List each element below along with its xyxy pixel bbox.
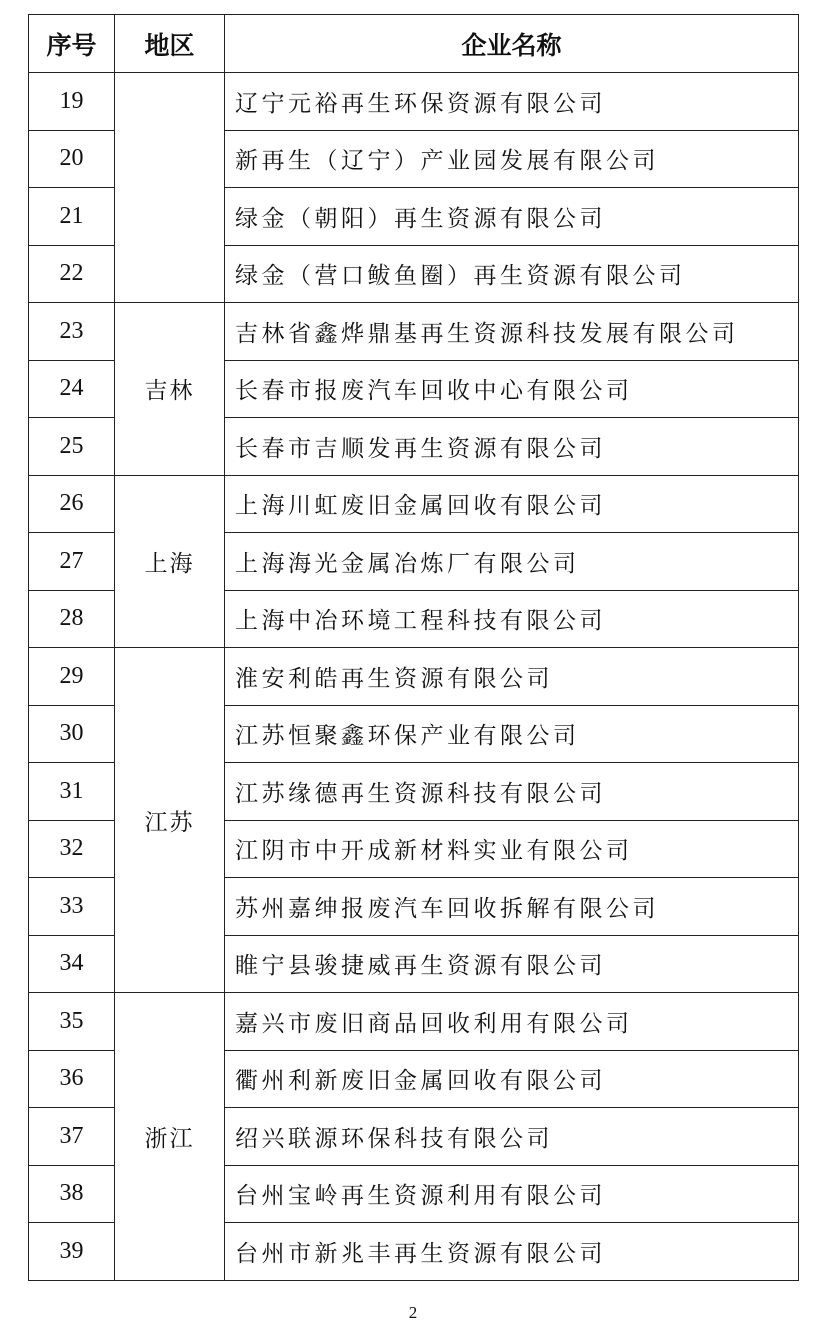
row-num: 39 (29, 1223, 115, 1281)
region-cell-liaoning (115, 73, 225, 303)
row-num: 27 (29, 533, 115, 591)
company-name: 台州宝岭再生资源利用有限公司 (225, 1165, 799, 1223)
row-num: 33 (29, 878, 115, 936)
company-name: 江阴市中开成新材料实业有限公司 (225, 820, 799, 878)
enterprise-table (28, 14, 799, 1281)
company-name: 江苏恒聚鑫环保产业有限公司 (225, 705, 799, 763)
row-num: 34 (29, 935, 115, 993)
header-num: 序号 (29, 15, 115, 73)
table-row (29, 993, 799, 1051)
row-num: 38 (29, 1165, 115, 1223)
company-name: 淮安利皓再生资源有限公司 (225, 648, 799, 706)
table-row (29, 303, 799, 361)
company-name: 长春市吉顺发再生资源有限公司 (225, 418, 799, 476)
region-cell-jiangsu: 江苏 (115, 648, 225, 993)
company-name: 绍兴联源环保科技有限公司 (225, 1108, 799, 1166)
region-cell-shanghai: 上海 (115, 475, 225, 648)
company-name: 台州市新兆丰再生资源有限公司 (225, 1223, 799, 1281)
page-number: 2 (408, 1303, 418, 1322)
table-row (29, 648, 799, 706)
company-name: 睢宁县骏捷威再生资源有限公司 (225, 935, 799, 993)
row-num: 19 (29, 73, 115, 131)
company-name: 衢州利新废旧金属回收有限公司 (225, 1050, 799, 1108)
company-name: 长春市报废汽车回收中心有限公司 (225, 360, 799, 418)
company-name: 江苏缘德再生资源科技有限公司 (225, 763, 799, 821)
row-num: 28 (29, 590, 115, 648)
company-name: 绿金（朝阳）再生资源有限公司 (225, 188, 799, 246)
header-name: 企业名称 (225, 15, 799, 73)
row-num: 35 (29, 993, 115, 1051)
company-name: 嘉兴市废旧商品回收利用有限公司 (225, 993, 799, 1051)
company-name: 上海海光金属冶炼厂有限公司 (225, 533, 799, 591)
company-name: 辽宁元裕再生环保资源有限公司 (225, 73, 799, 131)
company-name: 上海中冶环境工程科技有限公司 (225, 590, 799, 648)
row-num: 37 (29, 1108, 115, 1166)
row-num: 23 (29, 303, 115, 361)
row-num: 25 (29, 418, 115, 476)
company-name: 绿金（营口鲅鱼圈）再生资源有限公司 (225, 245, 799, 303)
region-cell-jilin: 吉林 (115, 303, 225, 476)
header-region: 地区 (115, 15, 225, 73)
table-row (29, 475, 799, 533)
company-name: 上海川虹废旧金属回收有限公司 (225, 475, 799, 533)
row-num: 21 (29, 188, 115, 246)
row-num: 30 (29, 705, 115, 763)
row-num: 26 (29, 475, 115, 533)
company-name: 新再生（辽宁）产业园发展有限公司 (225, 130, 799, 188)
table-header-row (29, 15, 799, 73)
row-num: 24 (29, 360, 115, 418)
row-num: 36 (29, 1050, 115, 1108)
company-name: 苏州嘉绅报废汽车回收拆解有限公司 (225, 878, 799, 936)
row-num: 29 (29, 648, 115, 706)
row-num: 31 (29, 763, 115, 821)
row-num: 20 (29, 130, 115, 188)
region-cell-zhejiang: 浙江 (115, 993, 225, 1281)
table-row (29, 73, 799, 131)
row-num: 32 (29, 820, 115, 878)
company-name: 吉林省鑫烨鼎基再生资源科技发展有限公司 (225, 303, 799, 361)
row-num: 22 (29, 245, 115, 303)
